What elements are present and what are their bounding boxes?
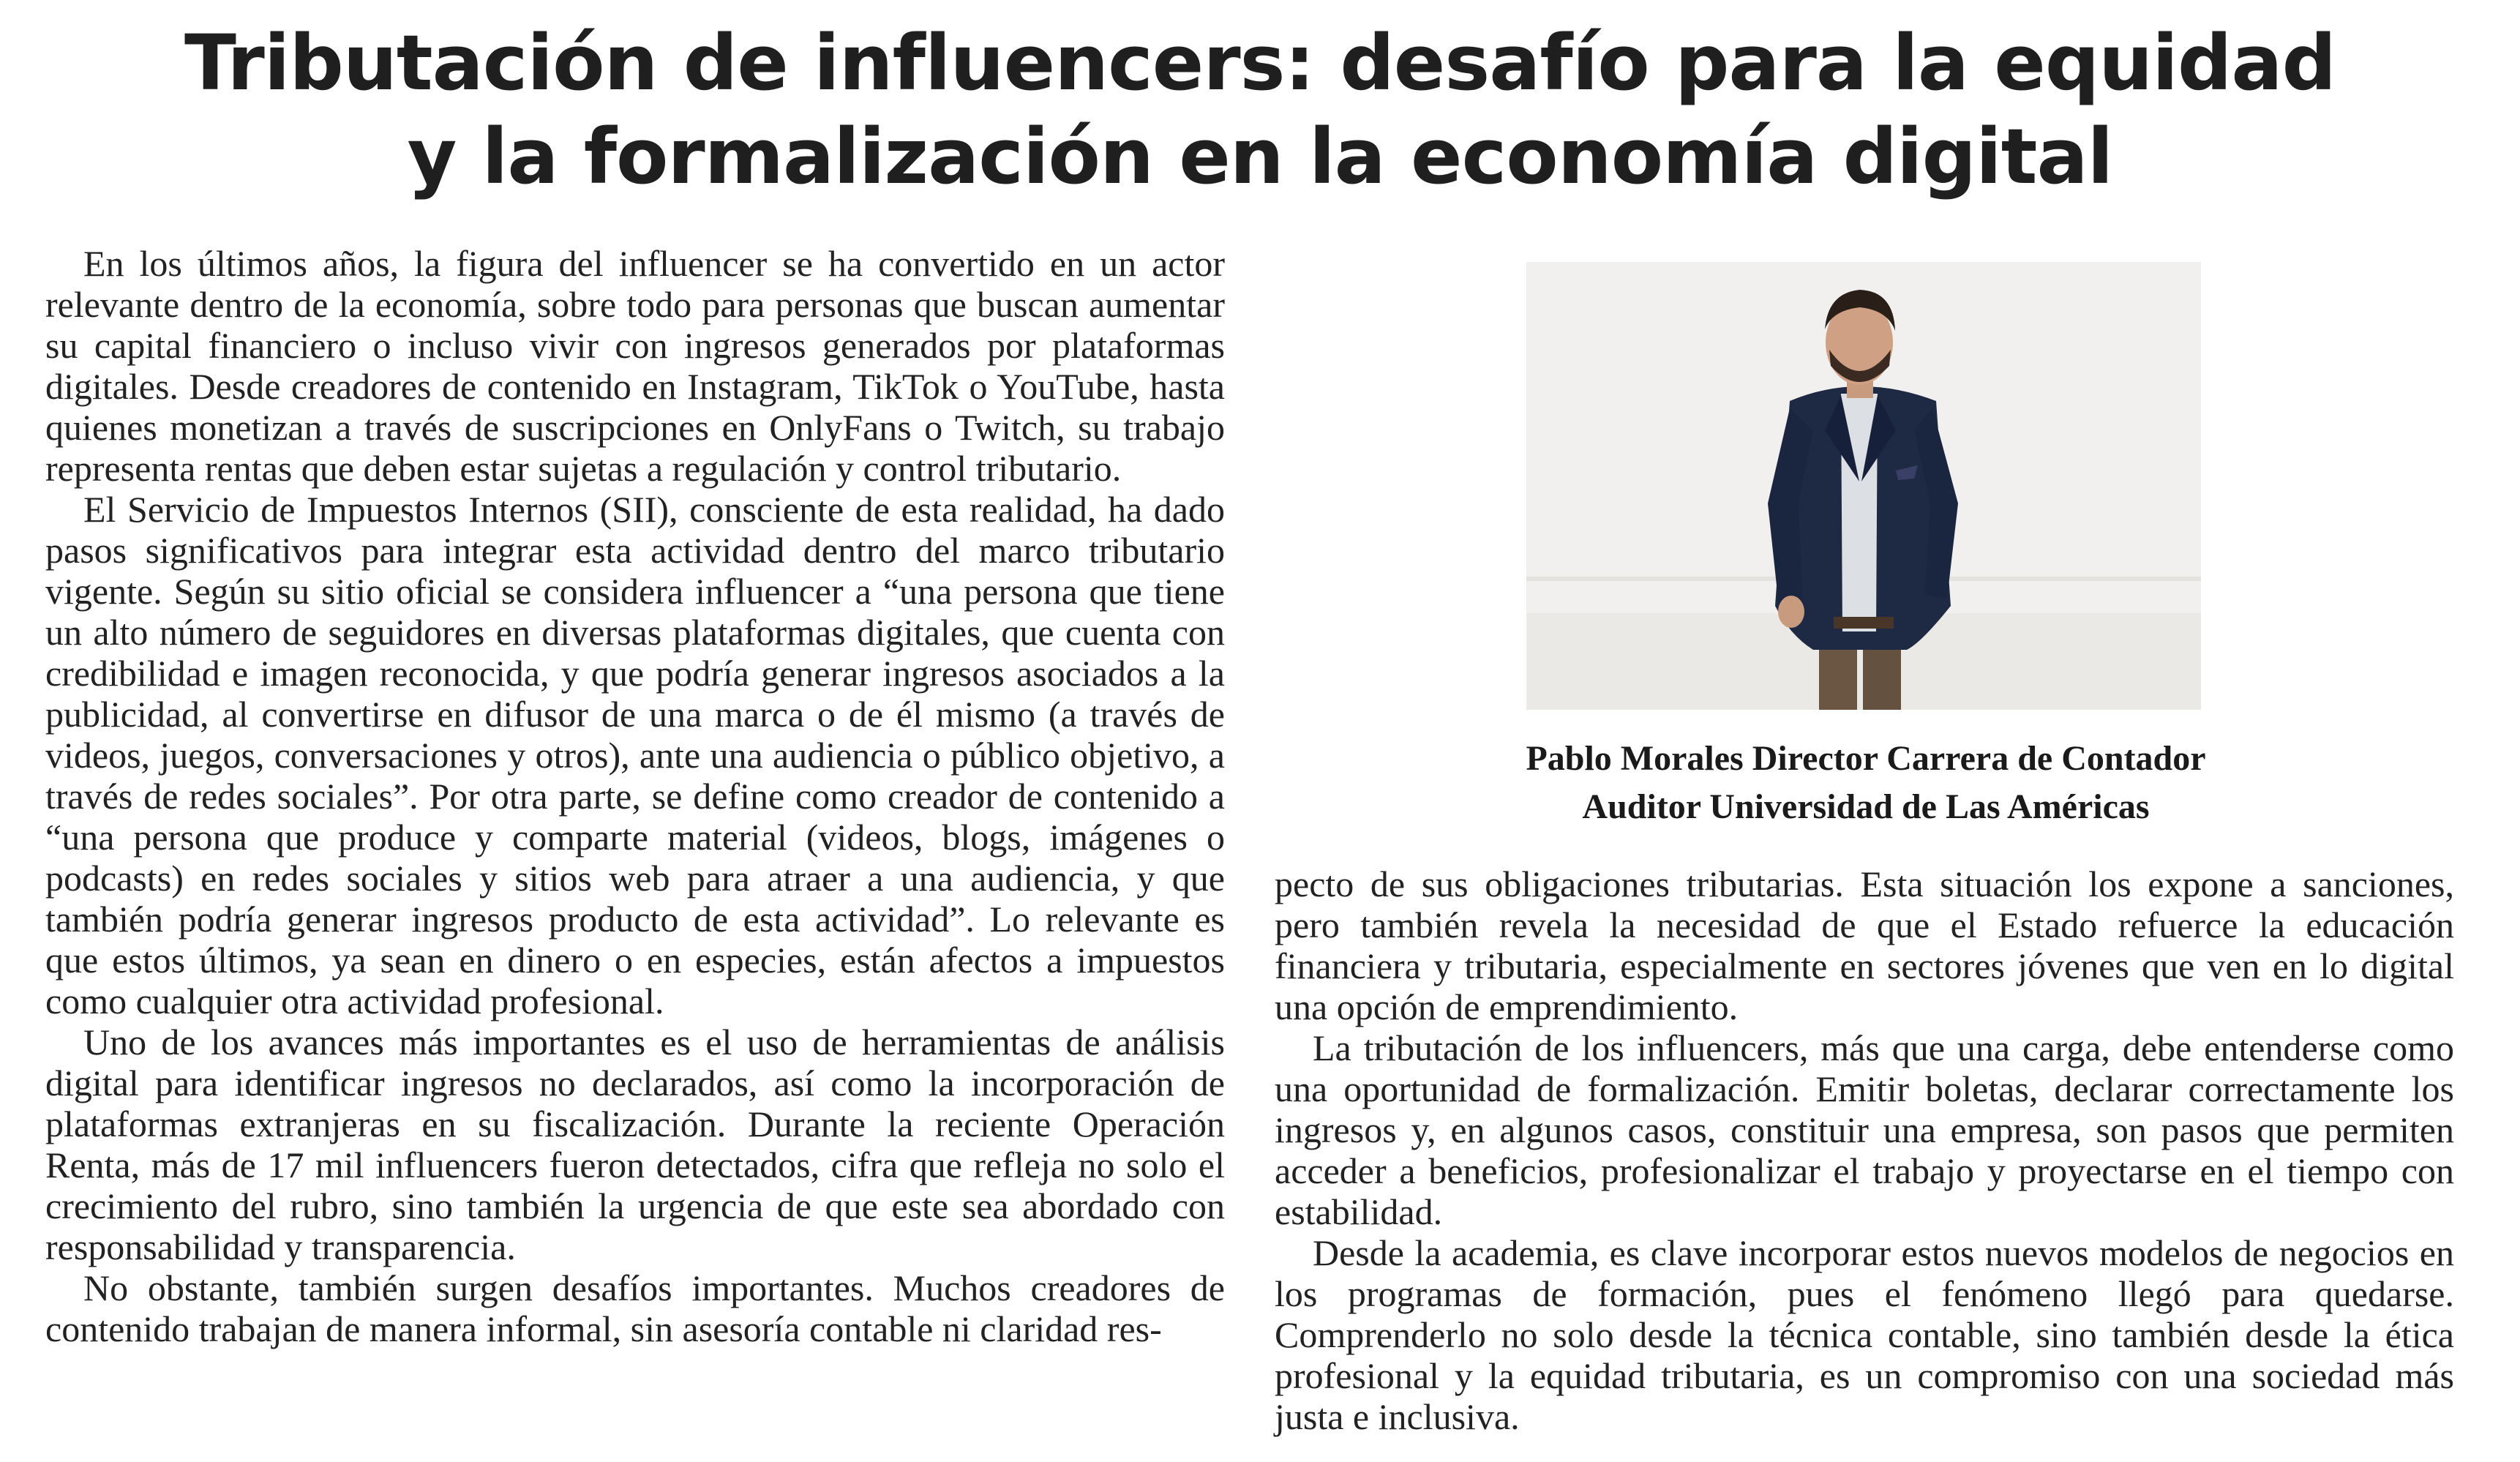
body-paragraph-continuation: pecto de sus obligaciones tributarias. Esta situación los expone a sanciones, pero también revela la necesidad de que el Estado refuerce la educación financiera y tributaria, especialmente en sectores jóvenes que ven en lo digital una opción de emprendimiento. (1275, 863, 2454, 1027)
body-paragraph: Desde la academia, es clave incorporar estos nuevos modelos de negocios en los programas de formación, pues el fenómeno llegó para quedarse. Comprenderlo no solo desde la técnica contable, sino también desde la ética profesional y la equidad tributaria, es un compromiso con una sociedad más justa e inclusiva. (1275, 1232, 2454, 1437)
author-portrait-photo (1526, 262, 2201, 710)
body-paragraph: El Servicio de Impuestos Internos (SII), consciente de esta realidad, ha dado pasos significativos para integrar esta actividad dentro del marco tributario vigente. Según su sitio oficial se considera influencer a “una persona que tiene un alto número de seguidores en diversas plataformas digitales, que cuenta con credibilidad e imagen reconocida, y que podría generar ingresos asociados a la publicidad, al convertirse en difusor de una marca o de él mismo (a través de videos, juegos, conversaciones y otros), ante una audiencia o público objetivo, a través de redes sociales”. Por otra parte, se define como creador de contenido a “una persona que produce y comparte material (videos, blogs, imágenes o podcasts) en redes sociales y sitios web para atraer a una audiencia, y que también podría generar ingresos producto de esta actividad”. Lo relevante es que estos últimos, ya sean en dinero o en especies, están afectos a impuestos como cualquier otra actividad profesional. (45, 489, 1225, 1021)
article-body-right-column (1275, 863, 2454, 1437)
body-paragraph: En los últimos años, la figura del influencer se ha convertido en un actor relevante dentro de la economía, sobre todo para personas que buscan aumentar su capital financiero o incluso vivir con ingresos generados por plataformas digitales. Desde creadores de contenido en Instagram, TikTok o YouTube, hasta quienes monetizan a través de suscripciones en OnlyFans o Twitch, su trabajo representa rentas que deben estar sujetas a regulación y control tributario. (45, 243, 1225, 489)
caption-line-1: Pablo Morales Director Carrera de Contador (1526, 739, 2206, 778)
photo-caption (1390, 735, 2341, 831)
headline-line-1: Tributación de influencers: desafío para la equidad (184, 18, 2336, 108)
article-body-left-column (45, 243, 1225, 1349)
portrait-illustration (1526, 262, 2201, 710)
body-paragraph: La tributación de los influencers, más que una carga, debe entenderse como una oportunidad de formalización. Emitir boletas, declarar correctamente los ingresos y, en algunos casos, constituir una empresa, son pasos que permiten acceder a beneficios, profesionalizar el trabajo y proyectarse en el tiempo con estabilidad. (1275, 1027, 2454, 1232)
caption-line-2: Auditor Universidad de Las Américas (1582, 787, 2150, 826)
article-headline (0, 16, 2520, 203)
body-paragraph: Uno de los avances más importantes es el uso de herramientas de análisis digital para identificar ingresos no declarados, así como la incorporación de plataformas extranjeras en su fiscalización. Durante la reciente Operación Renta, más de 17 mil influencers fueron detectados, cifra que refleja no solo el crecimiento del rubro, sino también la urgencia de que este sea abordado con responsabilidad y transparencia. (45, 1021, 1225, 1267)
headline-line-2: y la formalización en la economía digital (407, 112, 2113, 201)
body-paragraph: No obstante, también surgen desafíos importantes. Muchos creadores de contenido trabajan de manera informal, sin asesoría contable ni claridad res- (45, 1267, 1225, 1349)
